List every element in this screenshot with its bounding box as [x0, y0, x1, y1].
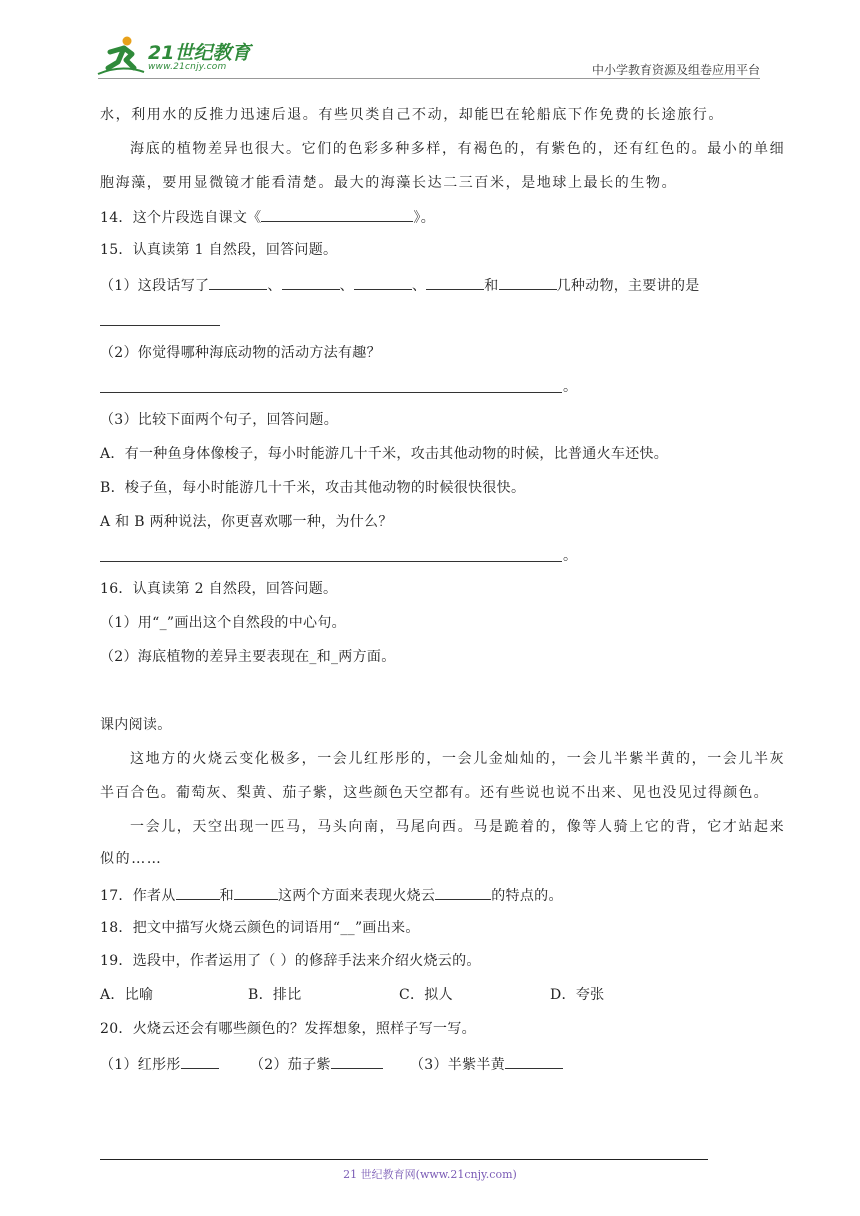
answer-line[interactable]: [100, 392, 562, 393]
separator: 、: [339, 278, 354, 294]
answer-line[interactable]: [100, 561, 562, 562]
option-a: A．有一种鱼身体像梭子，每小时能游几十千米，攻击其他动物的时候，比普通火车还快。: [100, 446, 669, 462]
logo-url-text: www.21cnjy.com: [148, 62, 227, 72]
footer-text: 21 世纪教育网(www.21cnjy.com): [343, 1168, 517, 1181]
question-16-title: 16．认真读第 2 自然段，回答问题。: [100, 581, 338, 597]
answer-blank[interactable]: [234, 886, 278, 900]
q20-item: [100, 1055, 219, 1073]
part-text: （1）这段话写了: [100, 278, 210, 294]
question-15-part3: （3）比较下面两个句子，回答问题。: [100, 412, 339, 428]
passage-line: 这地方的火烧云变化极多，一会儿红彤彤的，一会儿金灿灿的，一会儿半紫半黄的，一会儿半灰: [130, 751, 786, 767]
answer-blank[interactable]: [354, 276, 412, 290]
passage-line: 一会儿，天空出现一匹马，马头向南，马尾向西。马是跪着的，像等人骑上它的背，它才站起来: [130, 819, 786, 835]
passage-line: 半百合色。葡萄灰、梨黄、茄子紫，这些颜色天空都有。还有些说也说不出来、见也没见过得颜色。: [100, 785, 769, 801]
passage-line: 海底的植物差异也很大。它们的色彩多种多样，有褐色的，有紫色的，还有红色的。最小的单细: [130, 141, 786, 157]
answer-blank[interactable]: [209, 276, 267, 290]
question-suffix: 》。: [413, 210, 436, 226]
conjunction: 和: [484, 278, 499, 294]
question-text: 14．这个片段选自课文《: [100, 210, 262, 226]
question-15-part2: （2）你觉得哪种海底动物的活动方法有趣？: [100, 345, 381, 361]
header-divider: [98, 78, 760, 79]
part-text: 几种动物，主要讲的是: [556, 278, 700, 294]
question-15-title: 15．认真读第 1 自然段，回答问题。: [100, 242, 338, 258]
choice-option[interactable]: A．比喻: [100, 987, 154, 1003]
answer-blank[interactable]: [181, 1055, 219, 1069]
answer-blank[interactable]: [261, 208, 413, 222]
footer-divider: [100, 1159, 708, 1160]
period: 。: [563, 548, 578, 564]
option-b: B．梭子鱼，每小时能游几十千米，攻击其他动物的时候很快很快。: [100, 480, 526, 496]
choice-option[interactable]: B．排比: [248, 987, 302, 1003]
question-19: 19．选段中，作者运用了（ ）的修辞手法来介绍火烧云的。: [100, 953, 481, 969]
choice-option[interactable]: C．拟人: [399, 987, 453, 1003]
answer-blank[interactable]: [176, 886, 220, 900]
part-text: 和: [219, 888, 234, 904]
item-text: （2）茄子紫: [250, 1057, 331, 1073]
q20-item: [410, 1055, 563, 1073]
separator: 、: [411, 278, 427, 294]
header-platform-text: 中小学教育资源及组卷应用平台: [591, 63, 760, 77]
answer-blank[interactable]: [505, 1055, 563, 1069]
question-14: [100, 208, 435, 226]
part-text: 的特点的。: [491, 888, 563, 904]
question-16-part1: （1）用“_”画出这个自然段的中心句。: [100, 615, 346, 631]
answer-blank[interactable]: [282, 276, 340, 290]
passage-line: 胞海藻，要用显微镜才能看清楚。最大的海藻长达二三百米，是地球上最长的生物。: [100, 175, 678, 191]
question-15-part1: [100, 276, 700, 294]
part-text: 这两个方面来表现火烧云: [277, 888, 436, 904]
item-text: （3）半紫半黄: [410, 1057, 506, 1073]
answer-blank[interactable]: [331, 1055, 383, 1069]
q20-item: [250, 1055, 383, 1073]
question-15-prompt: A 和 B 两种说法，你更喜欢哪一种，为什么？: [100, 514, 393, 530]
runner-logo-icon: [96, 34, 146, 78]
question-20: 20．火烧云还会有哪些颜色的？发挥想象，照样子写一写。: [100, 1021, 476, 1037]
choice-option[interactable]: D．夸张: [550, 987, 605, 1003]
period: 。: [563, 379, 578, 395]
answer-blank[interactable]: [435, 886, 491, 900]
passage-line: 似的……: [100, 851, 163, 867]
question-18: 18．把文中描写火烧云颜色的词语用“__”画出来。: [100, 920, 420, 936]
answer-blank[interactable]: [426, 276, 484, 290]
question-16-part2: （2）海底植物的差异主要表现在_和_两方面。: [100, 649, 396, 665]
part-text: 17．作者从: [100, 888, 176, 904]
passage-line: 水，利用水的反推力迅速后退。有些贝类自己不动，却能巴在轮船底下作免费的长途旅行。: [100, 107, 724, 123]
section-heading: 课内阅读。: [100, 717, 172, 733]
site-logo: [96, 34, 266, 78]
answer-line[interactable]: [100, 325, 220, 326]
question-17: [100, 886, 563, 904]
item-text: （1）红彤彤: [100, 1057, 181, 1073]
logo-brand-text: 21世纪教育: [148, 42, 251, 64]
answer-blank[interactable]: [499, 276, 557, 290]
separator: 、: [267, 278, 282, 294]
